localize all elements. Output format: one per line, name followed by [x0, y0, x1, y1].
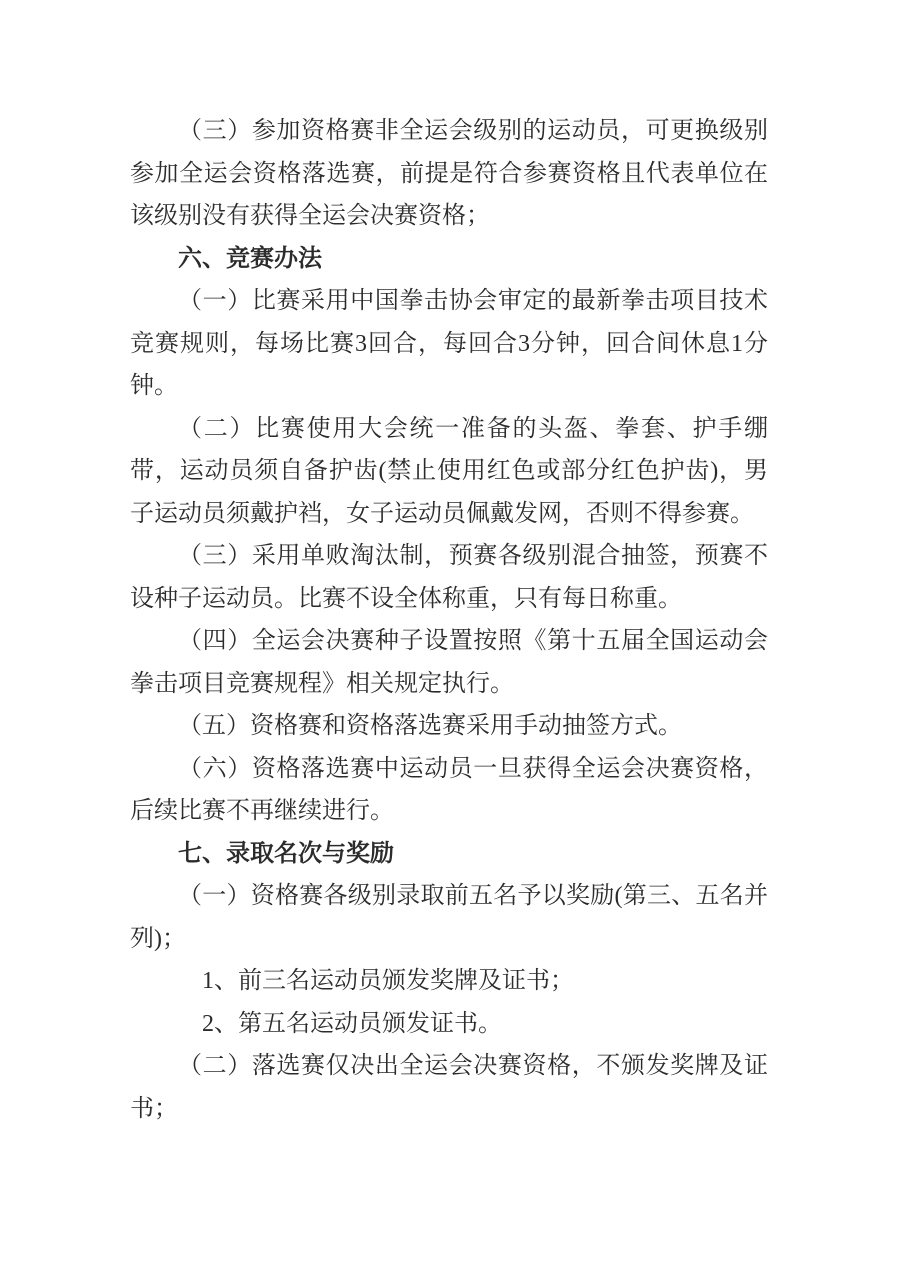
section-heading: 七、录取名次与奖励 — [178, 840, 394, 867]
body-paragraph: （一）比赛采用中国拳击协会审定的最新拳击项目技术竞赛规则，每场比赛3回合，每回合3分钟，回合间休息1分钟。 — [130, 288, 768, 399]
numbered-sub-item: 2、第五名运动员颁发证书。 — [202, 1010, 502, 1037]
numbered-sub-item: 1、前三名运动员颁发奖牌及证书； — [202, 968, 574, 994]
body-paragraph: （六）资格落选赛中运动员一旦获得全运会决赛资格，后续比赛不再继续进行。 — [130, 755, 768, 824]
body-paragraph: （二）比赛使用大会统一准备的头盔、拳套、护手绷带，运动员须自备护齿(禁止使用红色或部分红色护齿)，男子运动员须戴护裆，女子运动员佩戴发网，否则不得参赛。 — [130, 415, 768, 527]
body-paragraph: （三）采用单败淘汰制，预赛各级别混合抽签，预赛不设种子运动员。比赛不设全体称重，只有每日称重。 — [130, 543, 768, 612]
body-paragraph: （二）落选赛仅决出全运会决赛资格，不颁发奖牌及证书； — [130, 1053, 768, 1122]
document-body — [130, 110, 768, 1130]
section-heading: 六、竞赛办法 — [178, 245, 322, 272]
body-paragraph: （一）资格赛各级别录取前五名予以奖励(第三、五名并列)； — [130, 883, 768, 952]
body-paragraph: （三）参加资格赛非全运会级别的运动员，可更换级别参加全运会资格落选赛，前提是符合参赛资格且代表单位在该级别没有获得全运会决赛资格； — [130, 118, 768, 229]
body-paragraph: （五）资格赛和资格落选赛采用手动抽签方式。 — [178, 713, 682, 739]
body-paragraph: （四）全运会决赛种子设置按照《第十五届全国运动会拳击项目竞赛规程》相关规定执行。 — [130, 628, 768, 697]
